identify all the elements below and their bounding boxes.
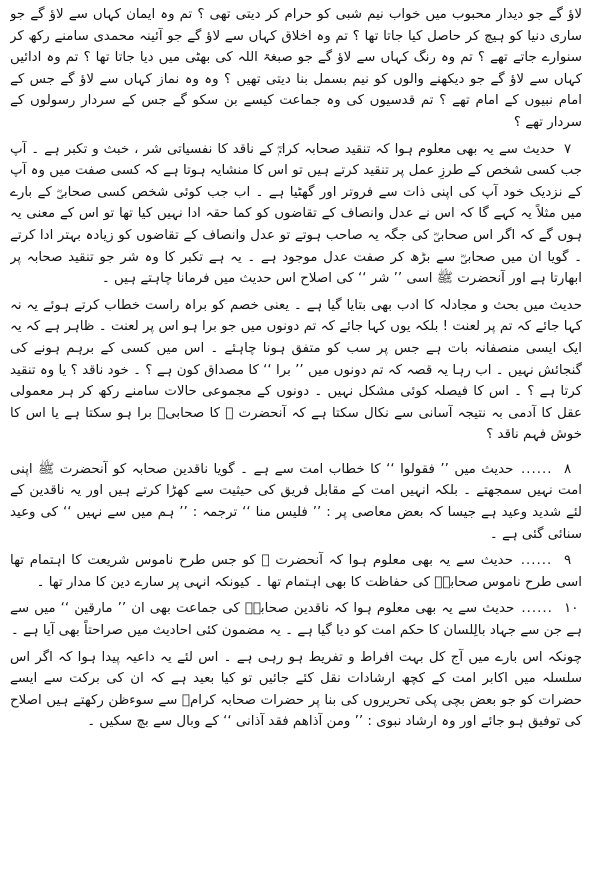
point-dots: ......: [520, 553, 553, 569]
paragraph-text: حدیث سے یہ بھی معلوم ہوا کہ ناقدین صحابہؓ کی جماعت بھی ان ’’ مارقین ‘‘ میں سے ہے جن سے جہاد بالِلسان کا حکم امت کو دیا گیا ہے ۔ یہ مضمون کئی احادیث میں صراحتاً بھی آیا ہے ۔: [10, 601, 582, 639]
document-page: [10, 4, 582, 888]
paragraph-text: چونکہ اس بارے میں آج کل بہت افراط و تفریط ہو رہی ہے ۔ اس لئے یہ داعیہ پیدا ہوا کہ اگر اس سلسلہ میں اکابر امت کے کچھ ارشادات نقل کئے جائیں تو کیا بعید ہے کہ ان کی برکت سے ایسے حضرات کو جو بعض بچی پکی تحریروں کی بنا پر حضرات صحابہ کرامؓ سے سوءظن رکھتے ہیں اصلاح کی توفیق ہو جائے اور وہ ارشاد نبوی : ’’ ومن آذاھم فقد آذانی ‘‘ کے وبال سے بچ سکیں ۔: [10, 649, 582, 730]
point-number: ۱۰: [564, 601, 579, 617]
paragraph-point-8: [10, 459, 582, 545]
paragraph-text: لاؤ گے جو دیدار محبوب میں خواب نیم شبی کو حرام کر دیتی تھی ؟ تم وہ ایمان کہاں سے لاؤ گے جو ساری دنیا کو ہیچ کر حاصل کیا جاتا تھا ؟ تم وہ اخلاق کہاں سے لاؤ گے جو آئینہ محمدی سامنے رکھ کر سنوارے جاتے تھے ؟ تم وہ رنگ کہاں سے لاؤ گے جو صبغۃ اللہ کی بھٹی میں دیا جاتا تھا ؟ تم وہ ادائیں کہاں سے لاؤ گے جو دیکھنے والوں کو نیم بسمل بنا دیتی تھیں ؟ وہ وہ نماز کہاں سے لاؤ گے جس کے امام نبیوں کے امام تھے ؟ تم قدسیوں کی وہ جماعت کیسے بن سکو گے جس کے سردار رسولوں کے سردار تھے ؟: [10, 7, 582, 130]
point-dots: ......: [520, 461, 553, 477]
paragraph-debate-etiquette: [10, 295, 582, 446]
paragraph-point-10: [10, 598, 582, 641]
paragraph-text: حدیث میں بحث و مجادلہ کا ادب بھی بتایا گیا ہے ۔ یعنی خصم کو براہ راست خطاب کرتے ہوئے یہ نہ کہا جائے کہ تم پر لعنت ! بلکہ یوں کہا جائے کہ تم دونوں میں جو برا ہو اس پر لعنت ۔ ظاہر ہے کہ یہ ایک ایسی منصفانہ بات ہے جس پر سب کو متفق ہونا چاہئے ۔ اس میں کسی کے برہم ہونے کی گنجائش نہیں ۔ اب رہا یہ قصہ کہ تم دونوں میں ’’ برا ‘‘ کا مصداق کون ہے ؟ ۔ خود ناقد ؟ یا وہ تنقید کرتا ہے ؟ ۔ اس کا فیصلہ کوئی مشکل نہیں ۔ دونوں کے مجموعی حالات سامنے رکھ کر ہر معمولی عقل کا آدمی بہ نتیجہ آسانی سے نکال سکتا ہے کہ آنحضرت ﷺ کا صحابیؓ برا ہو سکتا ہے یا اس کا خوش فہم ناقد ؟: [10, 297, 582, 443]
paragraph-text: حدیث سے یہ بھی معلوم ہوا کہ آنحضرت ﷺ کو جس طرح ناموس شریعت کا اہتمام تھا اسی طرح ناموس صحابہؓ کی حفاظت کا بھی اہتمام تھا ۔ کیونکہ انہی پر سارے دین کا مدار تھا ۔: [10, 553, 582, 590]
point-dots: ......: [521, 601, 553, 617]
point-number: ۷: [564, 141, 572, 157]
paragraph-text: حدیث سے یہ بھی معلوم ہوا کہ تنقید صحابہ کرامؓ کے ناقد کا نفسیاتی شر ، خبث و تکبر ہے ۔ آپ جب کسی شخص کے طرزِ عمل پر تنقید کرتے ہیں تو اس کا منشایہ ہوتا ہے کہ کسی صفت میں وہ آپ کے نزدیک خود آپ کی اپنی ذات سے فروتر اور گھٹیا ہے ۔ اب جب کوئی شخص کسی صحابیؓ کے بارے میں مثلاً یہ کہے گا کہ اس نے عدل وانصاف کے تقاضوں کو کما حقہ ادا نہیں کیا تھا تو اس کے معنی یہ ہوں گے کہ اگر اس صحابیؓ کی جگہ یہ صاحب ہوتے تو عدل وانصاف کے تقاضوں کو زیادہ بہتر ادا کرتے ۔ گویا ان میں صحابیؓ سے بڑھ کر صفت عدل موجود ہے ۔ یہ ہے تکبر کا وہ شر جو تنقید صحابہ پر ابھارتا ہے اور آنحضرت ﷺ اسی ’’ شر ‘‘ کی اصلاح اس حدیث میں فرمانا چاہتے ہیں ۔: [10, 141, 582, 287]
point-number: ۹: [563, 553, 572, 569]
paragraph-point-9: [10, 550, 582, 593]
paragraph-point-7: [10, 139, 582, 290]
paragraph-closing: [10, 647, 582, 733]
point-number: ۸: [564, 461, 572, 477]
paragraph-opening: [10, 4, 582, 134]
paragraph-text: حدیث میں ’’ فقولوا ‘‘ کا خطاب امت سے ہے ۔ گویا ناقدین صحابہ کو آنحضرت ﷺ اپنی امت نہیں سمجھتے ۔ بلکہ انہیں امت کے مقابل فریق کی حیثیت سے کھڑا کرتے ہیں اور یہ ناقدین کے لئے شدید وعید ہے جیسا کہ بعض معاصی پر : ’’ فلیس منا ‘‘ ترجمہ : ’’ ہم میں سے نہیں ‘‘ کی وعید سنائی گئی ہے ۔: [10, 461, 582, 542]
